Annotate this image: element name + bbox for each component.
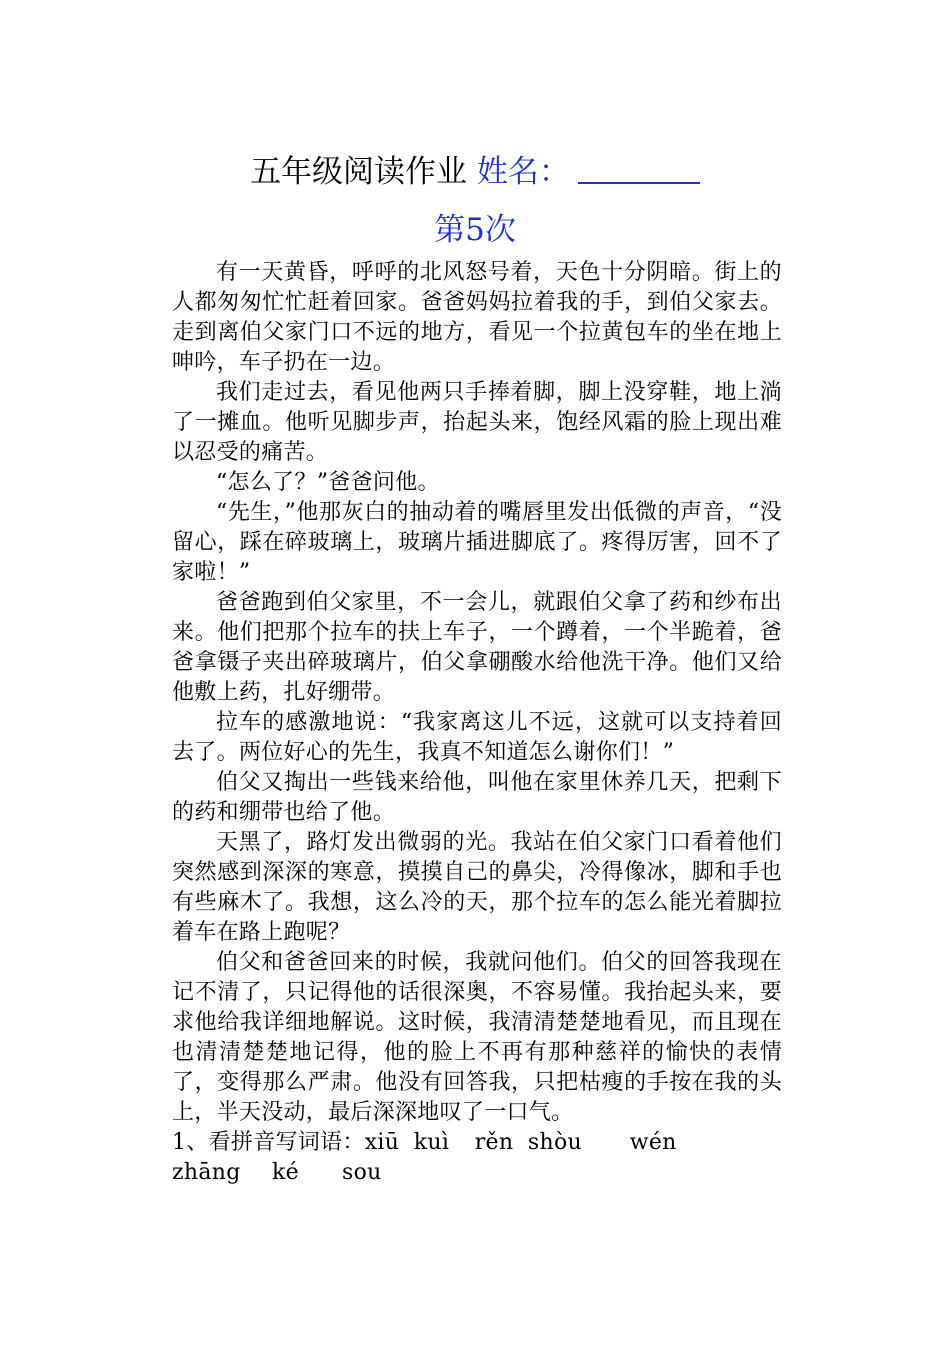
paragraph: 我们走过去，看见他两只手捧着脚，脚上没穿鞋，地上淌了一摊血。他听见脚步声，抬起头来，饱经风霜的脸上现出难以忍受的痛苦。 [172,380,782,465]
lesson-number: 第5次 [434,212,516,248]
paragraph: 伯父又掏出一些钱来给他，叫他在家里休养几天，把剩下的药和绷带也给了他。 [172,770,782,825]
paragraph: “先生，”他那灰白的抽动着的嘴唇里发出低微的声音，“没留心，踩在碎玻璃上，玻璃片插进脚底了。疼得厉害，回不了家啦！” [172,500,782,585]
name-blank-line[interactable] [578,152,700,184]
paragraph: 拉车的感激地说：“我家离这儿不远，这就可以支持着回去了。两位好心的先生，我真不知道怎么谢你们！” [172,710,782,765]
paragraph: 天黑了，路灯发出微弱的光。我站在伯父家门口看着他们突然感到深深的寒意，摸摸自己的鼻尖，冷得像冰，脚和手也有些麻木了。我想，这么冷的天，那个拉车的怎么能光着脚拉着车在路上跑呢？ [172,830,782,945]
pinyin-item: sou [342,1160,382,1185]
worksheet-title [0,150,950,194]
pinyin-item: xiū kuì [364,1130,450,1155]
paragraph: 有一天黄昏，呼呼的北风怒号着，天色十分阴暗。街上的人都匆匆忙忙赶着回家。爸爸妈妈拉着我的手，到伯父家去。走到离伯父家门口不远的地方，看见一个拉黄包车的坐在地上呻吟，车子扔在一边。 [172,260,782,375]
paragraph: 伯父和爸爸回来的时候，我就问他们。伯父的回答我现在记不清了，只记得他的话很深奥，不容易懂。我抬起头来，要求他给我详细地解说。这时候，我清清楚楚地看见，而且现在也清清楚楚地记得，他的脸上不再有那种慈祥的愉快的表情了，变得那么严肃。他没有回答我，只把枯瘦的手按在我的头上，半天没动，最后深深地叹了一口气。 [172,950,782,1125]
pinyin-item: rěn shòu [474,1130,582,1155]
paragraph: “怎么了？”爸爸问他。 [216,470,440,495]
reading-passage [172,258,782,1188]
pinyin-item: ké [272,1160,299,1185]
paragraph: 爸爸跑到伯父家里，不一会儿，就跟伯父拿了药和纱布出来。他们把那个拉车的扶上车子，一个蹲着，一个半跪着，爸爸拿镊子夹出碎玻璃片，伯父拿硼酸水给他洗干净。他们又给他敷上药，扎好绷带。 [172,590,782,705]
title-text: 五年级阅读作业 [250,154,468,190]
exercise-prompt: 1、看拼音写词语： [172,1130,365,1155]
pinyin-item: zhāng [172,1160,241,1185]
pinyin-item: wén [629,1130,677,1155]
name-label: 姓名： [476,154,570,190]
exercise-1 [172,1128,782,1188]
